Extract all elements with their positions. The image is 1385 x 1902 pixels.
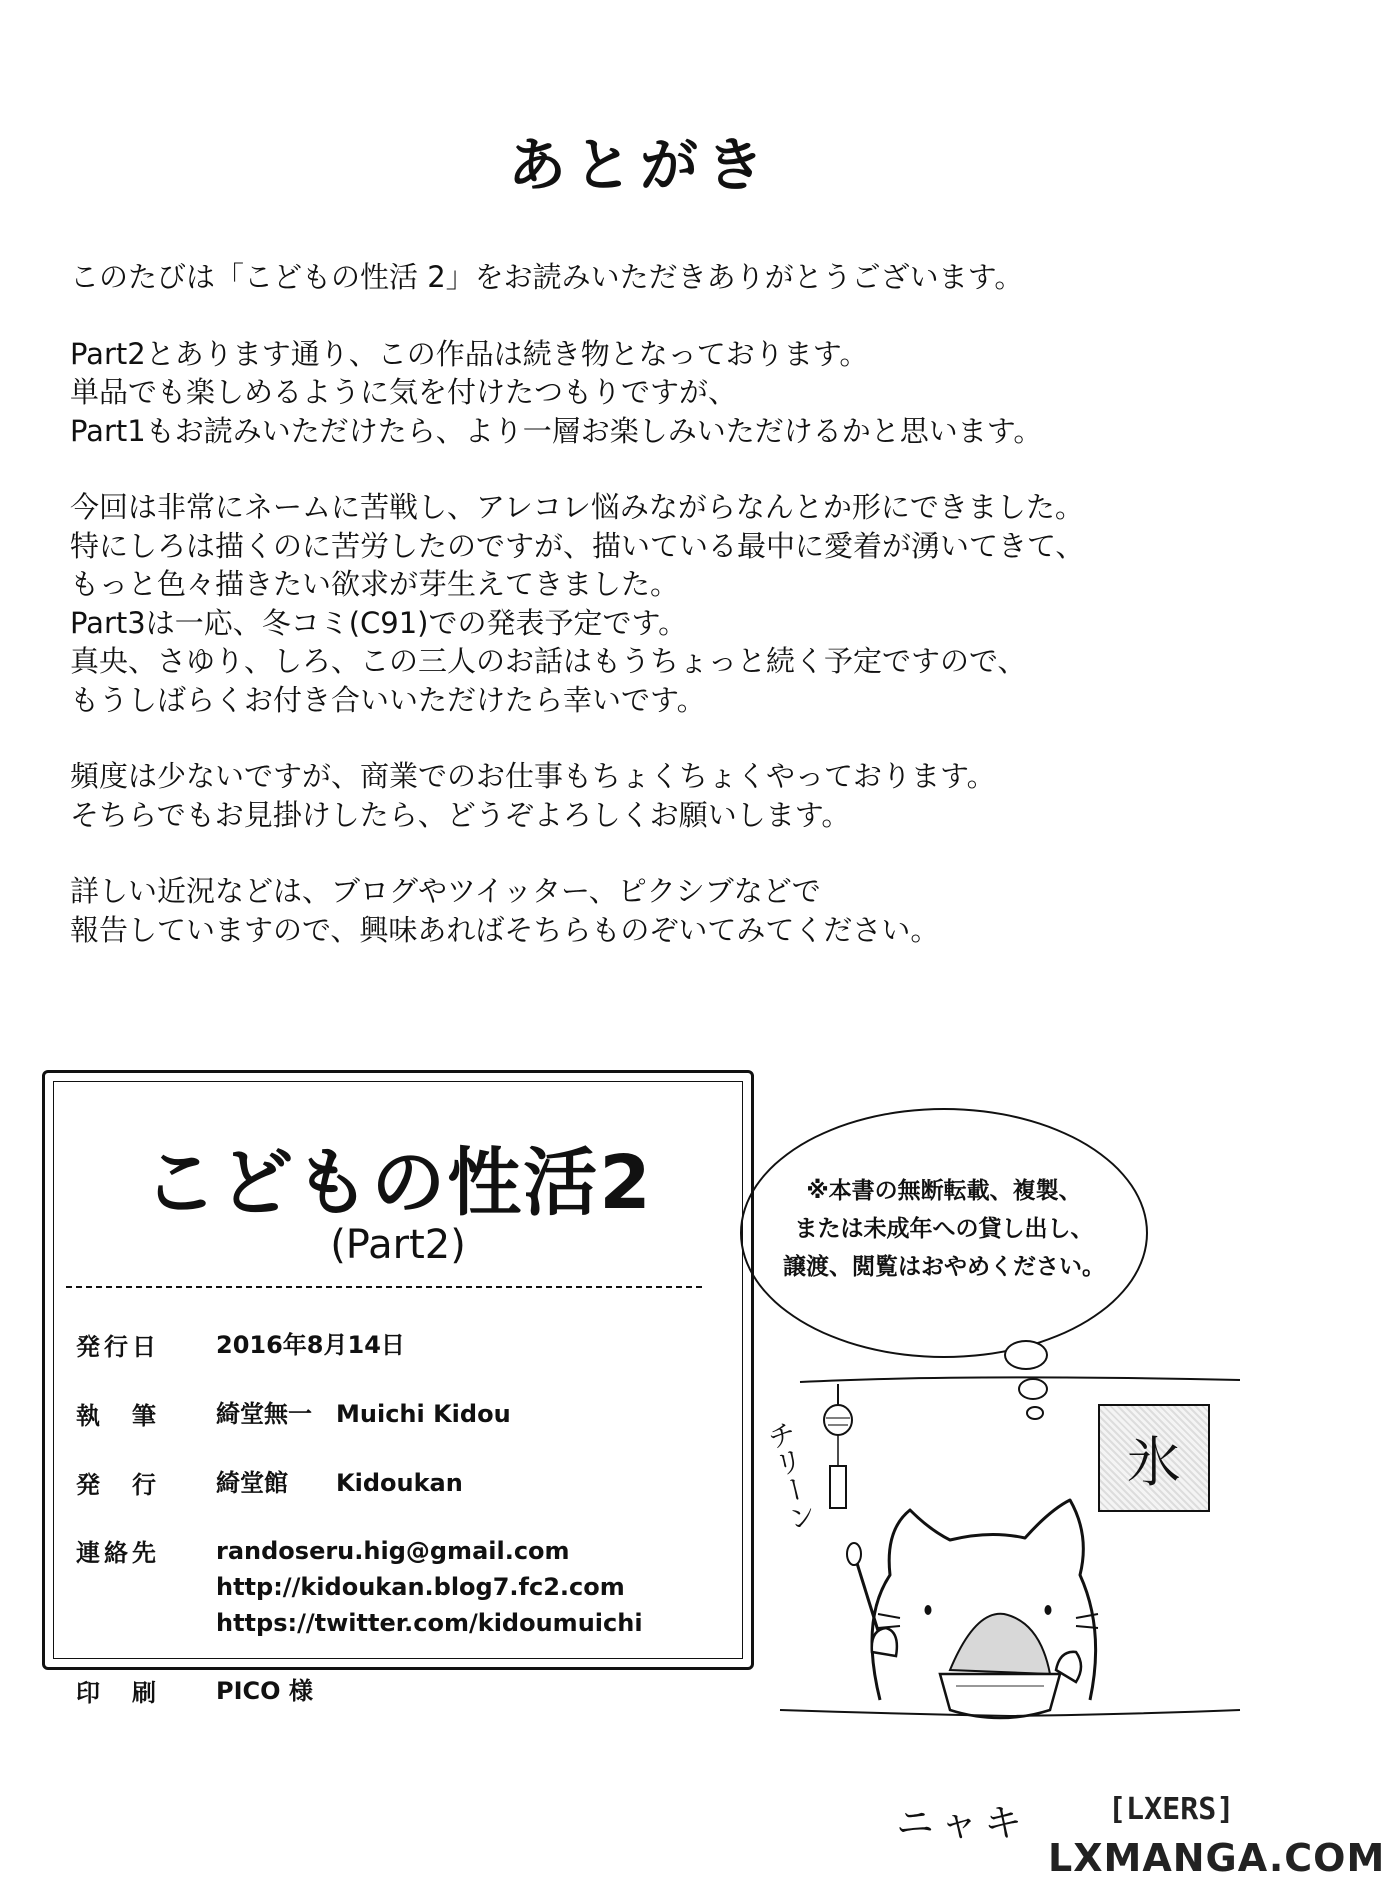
text-line: 真央、さゆり、しろ、この三人のお話はもうちょっと続く予定ですので、 (70, 644, 1027, 678)
thought-dot (1004, 1340, 1048, 1370)
info-value (216, 1673, 313, 1709)
book-title: こどもの性活2 (143, 1140, 653, 1226)
notice-line: ※本書の無断転載、複製、 (806, 1178, 1082, 1204)
text-line: もうしばらくお付き合いいただけたら幸いです。 (70, 682, 706, 717)
afterword-paragraph (70, 757, 1250, 834)
colophon-inner-frame (53, 1081, 743, 1707)
text-line: Part3は一応、冬コミ(C91)での発表予定です。 (70, 605, 688, 640)
info-value (216, 1327, 405, 1363)
afterword-paragraph (70, 335, 1250, 451)
afterword-paragraph (70, 258, 1250, 297)
watermark-site: LXMANGA.COM (1048, 1836, 1385, 1880)
notice-line: 譲渡、閲覧はおやめください。 (783, 1254, 1105, 1280)
info-label: 連絡先 (76, 1539, 160, 1567)
info-label: 発行日 (76, 1333, 160, 1361)
book-subtitle: (Part2) (330, 1222, 466, 1268)
afterword-title: あとがき (507, 131, 772, 199)
dashed-divider (66, 1286, 702, 1288)
text-line: 単品でも楽しめるように気を付けたつもりですが、 (70, 375, 738, 409)
text-line: Part2とあります通り、この作品は続き物となっております。 (70, 336, 869, 371)
notice-text (742, 1172, 1146, 1286)
afterword-paragraph (70, 872, 1250, 949)
contact-twitter-url: https://twitter.com/kidoumuichi (216, 1609, 643, 1637)
ice-banner-kanji: 氷 (1127, 1431, 1181, 1494)
info-value-line: 綺堂館 Kidoukan (216, 1469, 463, 1497)
watermark-tag: [LXERS] (1108, 1792, 1235, 1827)
contact-blog-url: http://kidoukan.blog7.fc2.com (216, 1573, 625, 1601)
text-line: そちらでもお見掛けしたら、どうぞよろしくお願いします。 (70, 797, 851, 832)
text-line: 特にしろは描くのに苦労したのですが、描いている最中に愛着が湧いてきて、 (70, 528, 1085, 563)
afterword-paragraph (70, 488, 1250, 719)
info-value-line: PICO 様 (216, 1677, 313, 1705)
text-line: 報告していますので、興味あればそちらものぞいてみてください。 (70, 912, 940, 947)
shaved-ice-banner (1098, 1404, 1210, 1512)
cat-sound-effect: ニャキ (896, 1801, 1029, 1845)
info-label: 発 行 (76, 1471, 160, 1499)
text-line: 頻度は少ないですが、商業でのお仕事もちょくちょくやっております。 (70, 759, 996, 793)
notice-thought-bubble (740, 1108, 1148, 1358)
text-line: 今回は非常にネームに苦戦し、アレコレ悩みながらなんとか形にできました。 (70, 490, 1084, 524)
text-line: 詳しい近況などは、ブログやツイッター、ピクシブなどで (70, 874, 821, 908)
info-value-line: 綺堂無一 Muichi Kidou (216, 1400, 511, 1428)
chime-sound-effect: チリーン (760, 1417, 821, 1535)
afterword-body (70, 258, 1250, 987)
text-line: もっと色々描きたい欲求が芽生えてきました。 (70, 567, 680, 601)
info-value (216, 1465, 463, 1501)
text-line: Part1もお読みいただけたら、より一層お楽しみいただけるかと思います。 (70, 413, 1043, 448)
info-value (216, 1533, 643, 1641)
text-line: このたびは「こどもの性活 2」をお読みいただきありがとうございます。 (70, 260, 1024, 294)
wind-chime-icon (824, 1384, 852, 1508)
contact-email: randoseru.hig@gmail.com (216, 1537, 570, 1565)
info-label: 印 刷 (76, 1679, 160, 1707)
info-label: 執 筆 (76, 1402, 160, 1430)
info-value (216, 1396, 511, 1432)
eaves-line (800, 1377, 1240, 1382)
notice-line: または未成年への貸し出し、 (794, 1216, 1094, 1242)
info-value-line: 2016年8月14日 (216, 1331, 405, 1359)
colophon-box (42, 1070, 754, 1707)
